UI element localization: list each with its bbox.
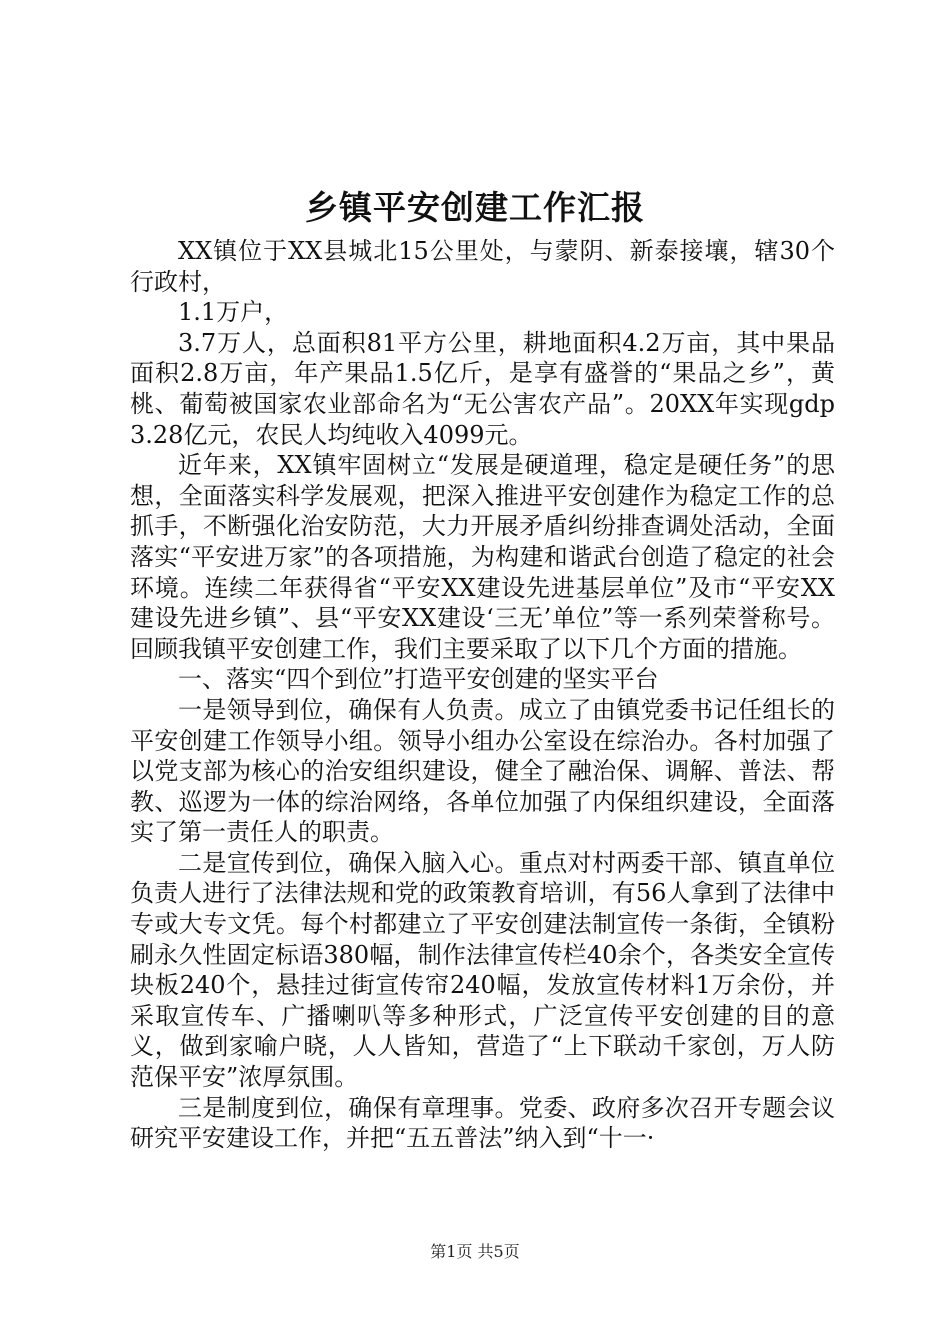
paragraph-system: 三是制度到位，确保有章理事。党委、政府多次召开专题会议研究平安建设工作，并把“五五普法”纳入到“十一·	[130, 1093, 835, 1153]
paragraph-leadership: 一是领导到位，确保有人负责。成立了由镇党委书记任组长的平安创建工作领导小组。领导小组办公室设在综治办。各村加强了以党支部为核心的治安组织建设，健全了融治保、调解、普法、帮教、巡逻为一体的综治网络，各单位加强了内保组织建设，全面落实了第一责任人的职责。	[130, 695, 835, 847]
paragraph-households: 1.1万户，	[178, 298, 289, 327]
page-footer	[0, 1242, 950, 1262]
paragraph-intro: XX镇位于XX县城北15公里处，与蒙阴、新泰接壤，辖30个行政村，	[130, 237, 835, 296]
section-heading-one: 一、落实“四个到位”打造平安创建的坚实平台	[178, 665, 659, 694]
document-body	[130, 236, 835, 1154]
page-number: 第1页 共5页	[430, 1242, 520, 1261]
paragraph-recent-years: 近年来，XX镇牢固树立“发展是硬道理，稳定是硬任务”的思想，全面落实科学发展观，把深入推进平安创建作为稳定工作的总抓手，不断强化治安防范，大力开展矛盾纠纷排查调处活动，全面落实“平安进万家”的各项措施，为构建和谐武台创造了稳定的社会环境。连续二年获得省“平安XX建设先进基层单位”及市“平安XX建设先进乡镇”、县“平安XX建设‘三无’单位”等一系列荣誉称号。回顾我镇平安创建工作，我们主要采取了以下几个方面的措施。	[130, 451, 835, 663]
document-title: 乡镇平安创建工作汇报	[305, 188, 645, 227]
paragraph-population: 3.7万人，总面积81平方公里，耕地面积4.2万亩，其中果品面积2.8万亩，年产果品1.5亿斤，是享有盛誉的“果品之乡”，黄桃、葡萄被国家农业部命名为“无公害农产品”。20XX年实现gdp3.28亿元，农民人均纯收入4099元。	[130, 328, 835, 449]
paragraph-publicity: 二是宣传到位，确保入脑入心。重点对村两委干部、镇直单位负责人进行了法律法规和党的政策教育培训，有56人拿到了法律中专或大专文凭。每个村都建立了平安创建法制宣传一条街，全镇粉刷永久性固定标语380幅，制作法律宣传栏40余个，各类安全宣传块板240个，悬挂过街宣传帘240幅，发放宣传材料1万余份，并采取宣传车、广播喇叭等多种形式，广泛宣传平安创建的目的意义，做到家喻户晓，人人皆知，营造了“上下联动千家创，万人防范保平安”浓厚氛围。	[130, 848, 835, 1092]
